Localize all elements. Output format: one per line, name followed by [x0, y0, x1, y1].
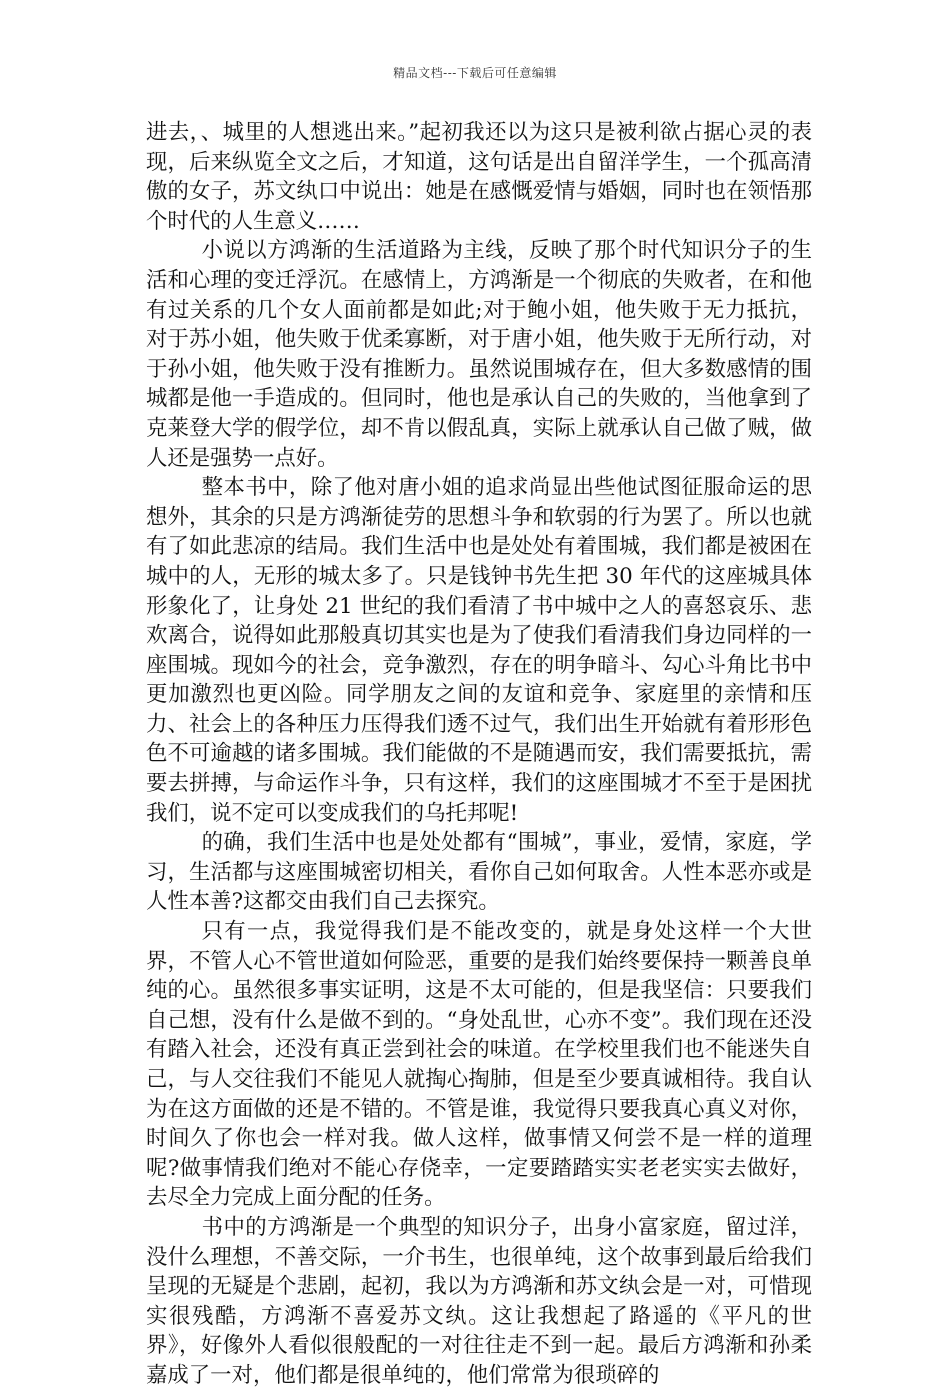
- paragraph-3: 整本书中，除了他对唐小姐的追求尚显出些他试图征服命运的思想外，其余的只是方鸿渐徒劳的思想斗争和软弱的行为罢了。所以也就有了如此悲凉的结局。我们生活中也是处处有着围城，我们都是被困在城中的人，无形的城太多了。只是钱钟书先生把 30 年代的这座城具体形象化了，让身处 21 世纪的我们看清了书中城中之人的喜怒哀乐、悲欢离合，说得如此那般真切其实也是为了使我们看清我们身边同样的一座围城。现如今的社会，竞争激烈，存在的明争暗斗、勾心斗角比书中更加激烈也更凶险。同学朋友之间的友谊和竞争、家庭里的亲情和压力、社会上的各种压力压得我们透不过气，我们出生开始就有着形形色色不可逾越的诸多围城。我们能做的不是随遇而安，我们需要抵抗，需要去拼搏，与命运作斗争，只有这样，我们的这座围城才不至于是困扰我们，说不定可以变成我们的乌托邦呢!: [146, 475, 812, 826]
- paragraph-2: 小说以方鸿渐的生活道路为主线，反映了那个时代知识分子的生活和心理的变迁浮沉。在感情上，方鸿渐是一个彻底的失败者，在和他有过关系的几个女人面前都是如此;对于鲍小姐，他失败于无力抵抗，对于苏小姐，他失败于优柔寡断，对于唐小姐，他失败于无所行动，对于孙小姐，他失败于没有推断力。虽然说围城存在，但大多数感情的围城都是他一手造成的。但同时，他也是承认自己的失败的，当他拿到了克莱登大学的假学位，却不肯以假乱真，实际上就承认自己做了贼，做人还是强势一点好。: [146, 238, 812, 471]
- page-header: 精品文档---下载后可任意编辑: [393, 66, 557, 80]
- paragraph-5: 只有一点，我觉得我们是不能改变的，就是身处这样一个大世界，不管人心不管世道如何险恶，重要的是我们始终要保持一颗善良单纯的心。虽然很多事实证明，这是不太可能的，但是我坚信：只要我们自己想，没有什么是做不到的。“身处乱世，心亦不变”。我们现在还没有踏入社会，还没有真正尝到社会的味道。在学校里我们也不能迷失自己，与人交往我们不能见人就掏心掏肺，但是至少要真诚相待。我自认为在这方面做的还是不错的。不管是谁，我觉得只要我真心真义对你，时间久了你也会一样对我。做人这样，做事情又何尝不是一样的道理呢?做事情我们绝对不能心存侥幸，一定要踏踏实实老老实实去做好，去尽全力完成上面分配的任务。: [146, 919, 812, 1211]
- paragraph-1: 进去，、城里的人想逃出来。”起初我还以为这只是被利欲占据心灵的表现，后来纵览全文之后，才知道，这句话是出自留洋学生，一个孤高清傲的女子，苏文纨口中说出：她是在感慨爱情与婚姻，同时也在领悟那个时代的人生意义……: [146, 120, 812, 234]
- paragraph-6: 书中的方鸿渐是一个典型的知识分子，出身小富家庭，留过洋，没什么理想，不善交际，一介书生，也很单纯，这个故事到最后给我们呈现的无疑是个悲剧，起初，我以为方鸿渐和苏文纨会是一对，可惜现实很残酷，方鸿渐不喜爱苏文纨。这让我想起了路遥的《平凡的世界》，好像外人看似很般配的一对往往走不到一起。最后方鸿渐和孙柔嘉成了一对，他们都是很单纯的，他们常常为很琐碎的: [146, 1214, 812, 1388]
- document-body: [146, 118, 812, 1391]
- paragraph-4: 的确，我们生活中也是处处都有“围城”，事业，爱情，家庭，学习，生活都与这座围城密切相关，看你自己如何取舍。人性本恶亦或是人性本善?这都交由我们自己去探究。: [146, 830, 812, 915]
